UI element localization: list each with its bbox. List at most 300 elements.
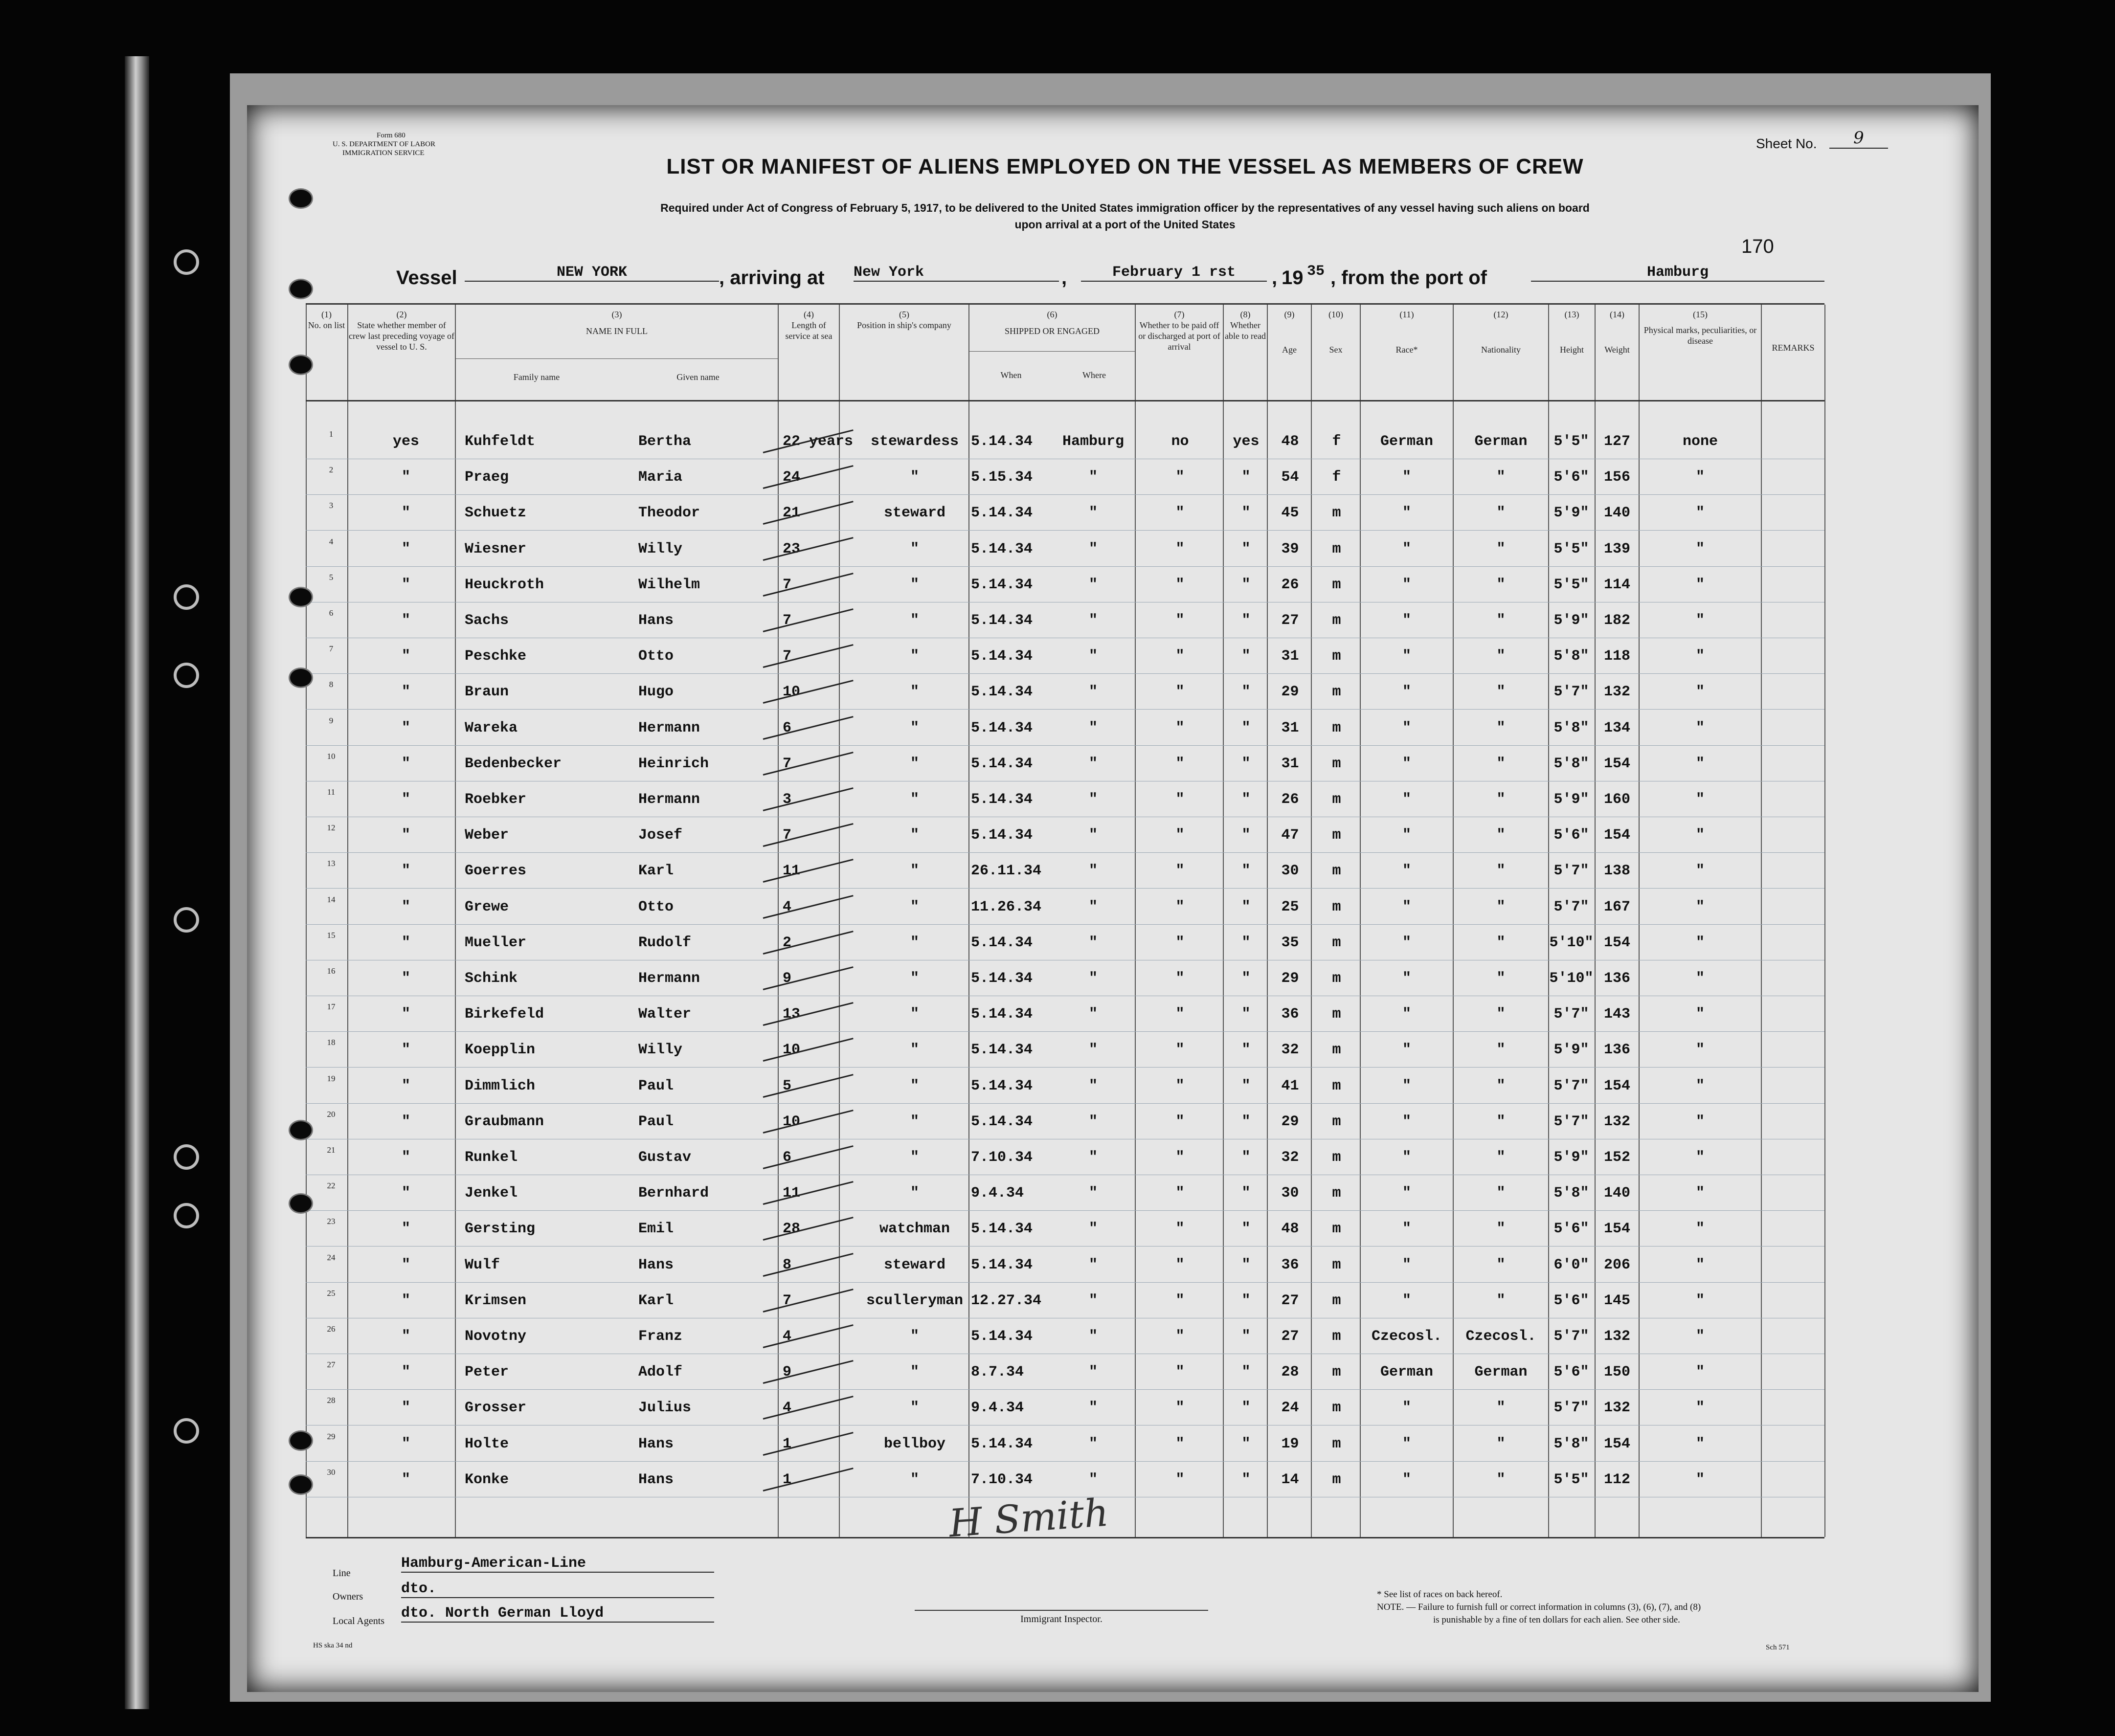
cell-age: 26	[1281, 576, 1299, 593]
cell-height: 5'8"	[1553, 719, 1589, 736]
cell-prev: "	[401, 934, 410, 951]
cell-family: Grosser	[465, 1400, 527, 1417]
cell-height: 5'6"	[1553, 1292, 1589, 1309]
cell-race: "	[1402, 540, 1411, 557]
form-code: Sch 571	[1766, 1644, 1790, 1651]
cell-paid: "	[1175, 1149, 1185, 1166]
cell-race: German	[1380, 1364, 1434, 1381]
col15-header: (15) Physical marks, peculiarities, or disease	[1643, 310, 1757, 346]
row-number: 26	[327, 1324, 336, 1334]
cell-weight: 132	[1603, 684, 1630, 701]
row-number: 11	[327, 787, 336, 797]
cell-age: 24	[1281, 1400, 1299, 1417]
cell-position: "	[910, 648, 919, 665]
cell-family: Wareka	[465, 719, 518, 736]
cell-prev: "	[401, 898, 410, 915]
cell-where: "	[1088, 648, 1098, 665]
cell-family: Bedenbecker	[465, 755, 562, 772]
cell-read: "	[1241, 863, 1251, 880]
cell-position: "	[910, 576, 919, 593]
cell-sex: m	[1332, 755, 1341, 772]
row-rule	[306, 709, 1824, 710]
cell-position: "	[910, 1328, 919, 1345]
cell-where: "	[1088, 898, 1098, 915]
cell-height: 5'7"	[1553, 1077, 1589, 1094]
cell-service: 1	[783, 1471, 792, 1488]
cell-sex: m	[1332, 1400, 1341, 1417]
cell-given: Bernhard	[638, 1185, 709, 1202]
line-label: Line	[333, 1568, 351, 1579]
cell-family: Gersting	[465, 1221, 536, 1238]
cell-marks: "	[1695, 576, 1705, 593]
cell-service: 11	[783, 863, 801, 880]
cell-service: 3	[783, 791, 792, 808]
cell-prev: "	[401, 1400, 410, 1417]
cell-paid: "	[1175, 755, 1185, 772]
cell-when: 9.4.34	[971, 1185, 1024, 1202]
row-number: 17	[327, 1002, 336, 1012]
cell-age: 14	[1281, 1471, 1299, 1488]
row-number: 28	[327, 1396, 336, 1405]
cell-height: 5'8"	[1553, 648, 1589, 665]
cell-given: Paul	[638, 1113, 674, 1130]
cell-given: Julius	[638, 1400, 692, 1417]
row-rule	[306, 924, 1824, 925]
cell-position: "	[910, 719, 919, 736]
cell-read: "	[1241, 934, 1251, 951]
cell-sex: f	[1332, 433, 1341, 450]
row-number: 30	[327, 1467, 336, 1477]
row-number: 23	[327, 1217, 336, 1226]
cell-weight: 138	[1603, 863, 1630, 880]
cell-prev: "	[401, 1006, 410, 1023]
cell-nat: "	[1496, 863, 1506, 880]
cell-when: 5.14.34	[971, 719, 1033, 736]
cell-height: 5'9"	[1553, 1042, 1589, 1059]
cell-read: "	[1241, 1435, 1251, 1452]
col3-header: (3) NAME IN FULL	[586, 310, 648, 336]
cell-sex: m	[1332, 576, 1341, 593]
cell-height: 5'8"	[1553, 1185, 1589, 1202]
cell-when: 11.26.34	[971, 898, 1042, 915]
cell-read: "	[1241, 791, 1251, 808]
cell-prev: "	[401, 1471, 410, 1488]
cell-weight: 132	[1603, 1328, 1630, 1345]
cell-when: 5.14.34	[971, 755, 1033, 772]
cell-given: Hermann	[638, 791, 700, 808]
cell-read: "	[1241, 755, 1251, 772]
cell-family: Konke	[465, 1471, 509, 1488]
cell-sex: m	[1332, 1042, 1341, 1059]
row-number: 9	[329, 715, 334, 725]
cell-weight: 154	[1603, 1221, 1630, 1238]
cell-prev: "	[401, 1042, 410, 1059]
cell-where: "	[1088, 755, 1098, 772]
cell-service: 4	[783, 1400, 792, 1417]
cell-weight: 132	[1603, 1400, 1630, 1417]
cell-paid: "	[1175, 1006, 1185, 1023]
cell-when: 5.14.34	[971, 684, 1033, 701]
cell-service: 7	[783, 755, 792, 772]
binder-ring	[174, 907, 199, 933]
cell-when: 5.14.34	[971, 1042, 1033, 1059]
cell-age: 36	[1281, 1006, 1299, 1023]
cell-prev: "	[401, 755, 410, 772]
cell-when: 5.14.34	[971, 1221, 1033, 1238]
cell-paid: "	[1175, 970, 1185, 987]
cell-sex: m	[1332, 719, 1341, 736]
cell-race: "	[1402, 1292, 1411, 1309]
binder-ring	[174, 584, 199, 610]
cell-race: "	[1402, 1042, 1411, 1059]
row-number: 3	[329, 501, 334, 511]
cell-family: Graubmann	[465, 1113, 544, 1130]
cell-position: "	[910, 540, 919, 557]
cell-given: Heinrich	[638, 755, 709, 772]
cell-nat: "	[1496, 684, 1506, 701]
cell-age: 29	[1281, 1113, 1299, 1130]
cell-prev: "	[401, 1364, 410, 1381]
cell-prev: yes	[392, 433, 419, 450]
cell-paid: "	[1175, 898, 1185, 915]
row-rule	[306, 1282, 1824, 1283]
subtitle-line2: upon arrival at a port of the United States	[1014, 218, 1236, 231]
cell-sex: m	[1332, 1149, 1341, 1166]
binder-ring	[174, 1144, 199, 1170]
punch-hole	[289, 1430, 313, 1451]
stamp-number: 170	[1741, 236, 1774, 257]
punch-hole	[289, 668, 313, 688]
cell-read: "	[1241, 540, 1251, 557]
cell-race: "	[1402, 1006, 1411, 1023]
cell-height: 5'7"	[1553, 1113, 1589, 1130]
cell-marks: "	[1695, 505, 1705, 522]
arriving-label: , arriving at	[719, 267, 825, 289]
cell-paid: "	[1175, 540, 1185, 557]
cell-given: Willy	[638, 1042, 683, 1059]
cell-when: 5.14.34	[971, 1256, 1033, 1273]
cell-race: "	[1402, 1221, 1411, 1238]
cell-where: "	[1088, 1292, 1098, 1309]
cell-height: 5'5"	[1553, 540, 1589, 557]
cell-given: Wilhelm	[638, 576, 700, 593]
cell-service: 7	[783, 612, 792, 629]
punch-hole	[289, 1120, 313, 1140]
cell-weight: 118	[1603, 648, 1630, 665]
cell-given: Rudolf	[638, 934, 692, 951]
cell-when: 5.15.34	[971, 469, 1033, 486]
cell-service: 4	[783, 898, 792, 915]
cell-given: Bertha	[638, 433, 692, 450]
cell-position: "	[910, 684, 919, 701]
cell-nat: "	[1496, 1149, 1506, 1166]
cell-age: 48	[1281, 433, 1299, 450]
cell-position: steward	[883, 1256, 946, 1273]
cell-nat: "	[1496, 934, 1506, 951]
cell-when: 12.27.34	[971, 1292, 1042, 1309]
cell-position: steward	[883, 505, 946, 522]
cell-weight: 150	[1603, 1364, 1630, 1381]
cell-sex: m	[1332, 1292, 1341, 1309]
binder-strip	[125, 56, 149, 1709]
cell-age: 25	[1281, 898, 1299, 915]
punch-hole	[289, 279, 313, 299]
cell-height: 5'9"	[1553, 1149, 1589, 1166]
cell-read: "	[1241, 1471, 1251, 1488]
row-number: 7	[329, 644, 334, 654]
cell-marks: "	[1695, 1471, 1705, 1488]
cell-height: 5'7"	[1553, 863, 1589, 880]
cell-given: Adolf	[638, 1364, 683, 1381]
cell-where: "	[1088, 719, 1098, 736]
cell-sex: m	[1332, 1364, 1341, 1381]
cell-height: 5'7"	[1553, 684, 1589, 701]
punch-hole	[289, 587, 313, 607]
cell-given: Hans	[638, 1435, 674, 1452]
cell-service: 7	[783, 827, 792, 844]
cell-sex: m	[1332, 505, 1341, 522]
cell-age: 26	[1281, 791, 1299, 808]
cell-position: stewardess	[870, 433, 959, 450]
cell-paid: "	[1175, 863, 1185, 880]
cell-height: 5'10"	[1549, 934, 1594, 951]
year-suffix: 35	[1307, 263, 1325, 280]
cell-age: 35	[1281, 934, 1299, 951]
cell-given: Hugo	[638, 684, 674, 701]
cell-prev: "	[401, 1292, 410, 1309]
cell-age: 27	[1281, 1328, 1299, 1345]
cell-weight: 182	[1603, 612, 1630, 629]
punch-hole	[289, 188, 313, 209]
cell-where: "	[1088, 684, 1098, 701]
cell-marks: "	[1695, 827, 1705, 844]
cell-prev: "	[401, 1328, 410, 1345]
cell-when: 5.14.34	[971, 934, 1033, 951]
year-prefix: 19	[1282, 267, 1304, 289]
cell-sex: m	[1332, 1221, 1341, 1238]
cell-sex: m	[1332, 1113, 1341, 1130]
cell-nat: "	[1496, 970, 1506, 987]
cell-family: Wiesner	[465, 540, 527, 557]
cell-height: 5'9"	[1553, 612, 1589, 629]
cell-marks: "	[1695, 1185, 1705, 1202]
cell-family: Heuckroth	[465, 576, 544, 593]
cell-read: "	[1241, 1185, 1251, 1202]
cell-height: 5'10"	[1549, 970, 1594, 987]
cell-sex: m	[1332, 1006, 1341, 1023]
cell-paid: "	[1175, 576, 1185, 593]
row-number: 5	[329, 572, 334, 582]
row-number: 24	[327, 1252, 336, 1262]
cell-when: 26.11.34	[971, 863, 1042, 880]
cell-family: Braun	[465, 684, 509, 701]
cell-paid: "	[1175, 1471, 1185, 1488]
row-rule	[306, 1031, 1824, 1032]
cell-where: "	[1088, 1077, 1098, 1094]
cell-given: Emil	[638, 1221, 674, 1238]
row-rule	[306, 1389, 1824, 1390]
col5-header: (5) Position in ship's company	[857, 310, 951, 330]
cell-position: "	[910, 612, 919, 629]
cell-race: "	[1402, 755, 1411, 772]
cell-prev: "	[401, 1185, 410, 1202]
cell-nat: "	[1496, 1435, 1506, 1452]
cell-prev: "	[401, 1113, 410, 1130]
cell-age: 48	[1281, 1221, 1299, 1238]
cell-weight: 154	[1603, 1077, 1630, 1094]
cell-when: 5.14.34	[971, 1435, 1033, 1452]
cell-when: 5.14.34	[971, 827, 1033, 844]
row-rule	[306, 566, 1824, 567]
cell-where: "	[1088, 1328, 1098, 1345]
cell-read: "	[1241, 1256, 1251, 1273]
cell-weight: 127	[1603, 433, 1630, 450]
cell-family: Praeg	[465, 469, 509, 486]
cell-given: Karl	[638, 1292, 674, 1309]
cell-where: "	[1088, 1471, 1098, 1488]
cell-marks: "	[1695, 1042, 1705, 1059]
line-value: Hamburg-American-Line	[401, 1555, 714, 1573]
cell-paid: "	[1175, 719, 1185, 736]
row-number: 1	[329, 429, 334, 439]
cell-where: "	[1088, 1185, 1098, 1202]
cell-position: "	[910, 1077, 919, 1094]
cell-race: "	[1402, 1113, 1411, 1130]
cell-weight: 167	[1603, 898, 1630, 915]
cell-paid: "	[1175, 1185, 1185, 1202]
row-number: 10	[327, 751, 336, 761]
cell-sex: m	[1332, 540, 1341, 557]
cell-weight: 160	[1603, 791, 1630, 808]
col7-header: (7) Whether to be paid off or discharged at port of arrival	[1138, 310, 1220, 352]
cell-nat: "	[1496, 1006, 1506, 1023]
cell-nat: "	[1496, 1256, 1506, 1273]
cell-age: 39	[1281, 540, 1299, 557]
cell-weight: 154	[1603, 934, 1630, 951]
cell-sex: m	[1332, 1077, 1341, 1094]
cell-family: Kuhfeldt	[465, 433, 536, 450]
row-number: 27	[327, 1360, 336, 1370]
col11-header: (11) Race*	[1395, 310, 1418, 355]
cell-weight: 114	[1603, 576, 1630, 593]
cell-read: "	[1241, 1113, 1251, 1130]
cell-sex: m	[1332, 827, 1341, 844]
cell-where: "	[1088, 970, 1098, 987]
cell-weight: 132	[1603, 1113, 1630, 1130]
cell-nat: "	[1496, 648, 1506, 665]
cell-marks: "	[1695, 1113, 1705, 1130]
cell-family: Jenkel	[465, 1185, 518, 1202]
cell-family: Dimmlich	[465, 1077, 536, 1094]
cell-given: Karl	[638, 863, 674, 880]
cell-nat: "	[1496, 791, 1506, 808]
cell-nat: "	[1496, 1185, 1506, 1202]
cell-prev: "	[401, 791, 410, 808]
cell-weight: 154	[1603, 755, 1630, 772]
cell-height: 5'6"	[1553, 1364, 1589, 1381]
cell-where: "	[1088, 1149, 1098, 1166]
cell-position: "	[910, 1042, 919, 1059]
cell-family: Koepplin	[465, 1042, 536, 1059]
cell-when: 7.10.34	[971, 1149, 1033, 1166]
cell-read: "	[1241, 1328, 1251, 1345]
cell-service: 2	[783, 934, 792, 951]
cell-given: Hans	[638, 1471, 674, 1488]
cell-where: "	[1088, 1256, 1098, 1273]
cell-position: "	[910, 469, 919, 486]
cell-given: Theodor	[638, 505, 700, 522]
cell-family: Weber	[465, 827, 509, 844]
cell-height: 5'7"	[1553, 1006, 1589, 1023]
cell-race: "	[1402, 1149, 1411, 1166]
row-number: 18	[327, 1038, 336, 1047]
binder-ring	[174, 249, 199, 275]
cell-age: 30	[1281, 1185, 1299, 1202]
cell-where: "	[1088, 469, 1098, 486]
cell-given: Maria	[638, 469, 683, 486]
cell-read: "	[1241, 827, 1251, 844]
cell-read: "	[1241, 1292, 1251, 1309]
col13-header: (13) Height	[1560, 310, 1584, 355]
cell-service: 8	[783, 1256, 792, 1273]
cell-sex: m	[1332, 612, 1341, 629]
cell-paid: "	[1175, 827, 1185, 844]
cell-where: "	[1088, 1042, 1098, 1059]
binder-ring	[174, 663, 199, 688]
cell-race: "	[1402, 1435, 1411, 1452]
cell-sex: m	[1332, 898, 1341, 915]
cell-position: "	[910, 934, 919, 951]
cell-when: 5.14.34	[971, 505, 1033, 522]
cell-marks: "	[1695, 1256, 1705, 1273]
cell-position: "	[910, 1006, 919, 1023]
cell-where: "	[1088, 1221, 1098, 1238]
cell-family: Krimsen	[465, 1292, 527, 1309]
cell-read: "	[1241, 1006, 1251, 1023]
cell-paid: "	[1175, 1328, 1185, 1345]
cell-nat: "	[1496, 540, 1506, 557]
cell-marks: "	[1695, 719, 1705, 736]
cell-height: 6'0"	[1553, 1256, 1589, 1273]
row-rule	[306, 1103, 1824, 1104]
cell-family: Runkel	[465, 1149, 518, 1166]
cell-read: "	[1241, 648, 1251, 665]
cell-paid: "	[1175, 1042, 1185, 1059]
cell-marks: none	[1682, 433, 1718, 450]
cell-where: "	[1088, 863, 1098, 880]
cell-paid: "	[1175, 505, 1185, 522]
cell-prev: "	[401, 1149, 410, 1166]
cell-age: 47	[1281, 827, 1299, 844]
cell-height: 5'7"	[1553, 898, 1589, 915]
cell-service: 24	[783, 469, 801, 486]
cell-nat: "	[1496, 1471, 1506, 1488]
cell-age: 28	[1281, 1364, 1299, 1381]
cell-race: "	[1402, 1400, 1411, 1417]
sheet-number: 9	[1829, 128, 1888, 149]
cell-marks: "	[1695, 1364, 1705, 1381]
cell-prev: "	[401, 863, 410, 880]
cell-marks: "	[1695, 1077, 1705, 1094]
cell-position: "	[910, 863, 919, 880]
cell-prev: "	[401, 612, 410, 629]
cell-read: "	[1241, 970, 1251, 987]
form-number: Form 680	[377, 132, 405, 139]
cell-paid: "	[1175, 648, 1185, 665]
cell-service: 10	[783, 1042, 801, 1059]
vessel-label: Vessel	[396, 267, 457, 289]
row-number: 13	[327, 859, 336, 868]
